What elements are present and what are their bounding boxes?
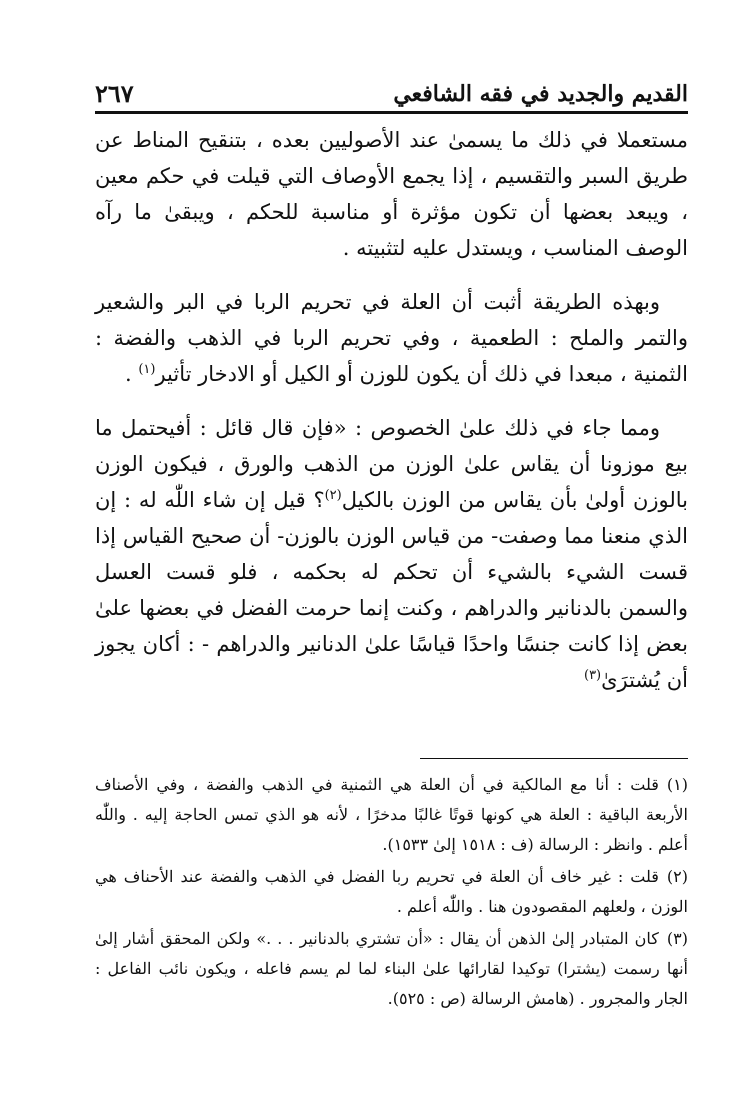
- footnote-separator: [420, 758, 688, 759]
- paragraph-3-text-a: ومما جاء في ذلك علىٰ الخصوص : «فإن قال قائل : أفيحتمل ما بيع موزونا أن يقاس علىٰ الوزن من الذهب والورق ، فيكون الوزن بالوزن أولىٰ بأن يقاس من الوزن بالكيل: [95, 416, 688, 512]
- main-text: [95, 122, 688, 716]
- footnote-text: قلت : أنا مع المالكية في أن العلة هي الثمنية في الذهب والفضة ، وفي الأصناف الأربعة الباقية : العلة هي كونها قوتًا غالبًا مدخرًا ، لأنه هو الذي تمس الحاجة إليه . واللّٰه أعلم . وانظر : الرسالة (ف : ١٥١٨ إلىٰ ١٥٣٣).: [95, 775, 688, 854]
- paragraph-2-end: .: [124, 362, 139, 386]
- paragraph-2-text: وبهذه الطريقة أثبت أن العلة في تحريم الربا في البر والشعير والتمر والملح : الطعمية ، وفي تحريم الربا في الذهب والفضة : الثمنية ، مبعدا في ذلك أن يكون للوزن أو الكيل أو الادخار تأثير: [95, 290, 688, 386]
- paragraph-2: [95, 284, 688, 392]
- footnote-number: (٣): [666, 929, 688, 948]
- paragraph-1: مستعملا في ذلك ما يسمىٰ عند الأصوليين بعده ، بتنقيح المناط عن طريق السبر والتقسيم ، إذا يجمع الأوصاف التي قيلت في حكم معين ، ويبعد بعضها أن تكون مؤثرة أو مناسبة للحكم ، ويبقىٰ ما رآه الوصف المناسب ، ويستدل عليه لتثبيته .: [95, 128, 688, 260]
- footnote-1: [95, 770, 688, 860]
- header-rule: [95, 111, 688, 114]
- footnote-ref-3: (٣): [583, 668, 602, 683]
- page-header: [95, 62, 688, 110]
- footnote-ref-2: (٢): [324, 488, 342, 503]
- running-title: القديم والجديد في فقه الشافعي: [393, 81, 688, 107]
- footnote-ref-1: (١): [138, 362, 156, 377]
- footnote-text: كان المتبادر إلىٰ الذهن أن يقال : «أن تشتري بالدنانير . . .» ولكن المحقق أشار إلىٰ أنها رسمت (يشترا) توكيدا لقارائها علىٰ البناء لما لم يسم فاعله ، ويكون نائب الفاعل : الجار والمجرور . (هامش الرسالة (ص : ٥٢٥).: [95, 929, 688, 1008]
- footnote-2: [95, 862, 688, 922]
- footnote-text: قلت : غير خاف أن العلة في تحريم ربا الفضل في الذهب والفضة عند الأحناف هي الوزن ، ولعلهم المقصودون هنا . واللّٰه أعلم .: [95, 867, 688, 916]
- footnotes: [95, 770, 688, 1016]
- page-number: ٢٦٧: [95, 79, 134, 108]
- footnote-number: (٢): [666, 867, 688, 886]
- footnote-3: [95, 924, 688, 1014]
- paragraph-3-text-b: ؟ قيل إن شاء اللّٰه له : إن الذي منعنا مما وصفت- من قياس الوزن بالوزن- أن صحيح القياس إذا قست الشيء بالشيء أن تحكم له بحكمه ، فلو قست العسل والسمن بالدنانير والدراهم ، وكنت إنما حرمت الفضل في بعضها علىٰ بعض إذا كانت جنسًا واحدًا قياسًا علىٰ الدنانير والدراهم - : أكان يجوز أن يُشترَىٰ: [95, 488, 688, 692]
- paragraph-3: [95, 410, 688, 698]
- footnote-number: (١): [666, 775, 688, 794]
